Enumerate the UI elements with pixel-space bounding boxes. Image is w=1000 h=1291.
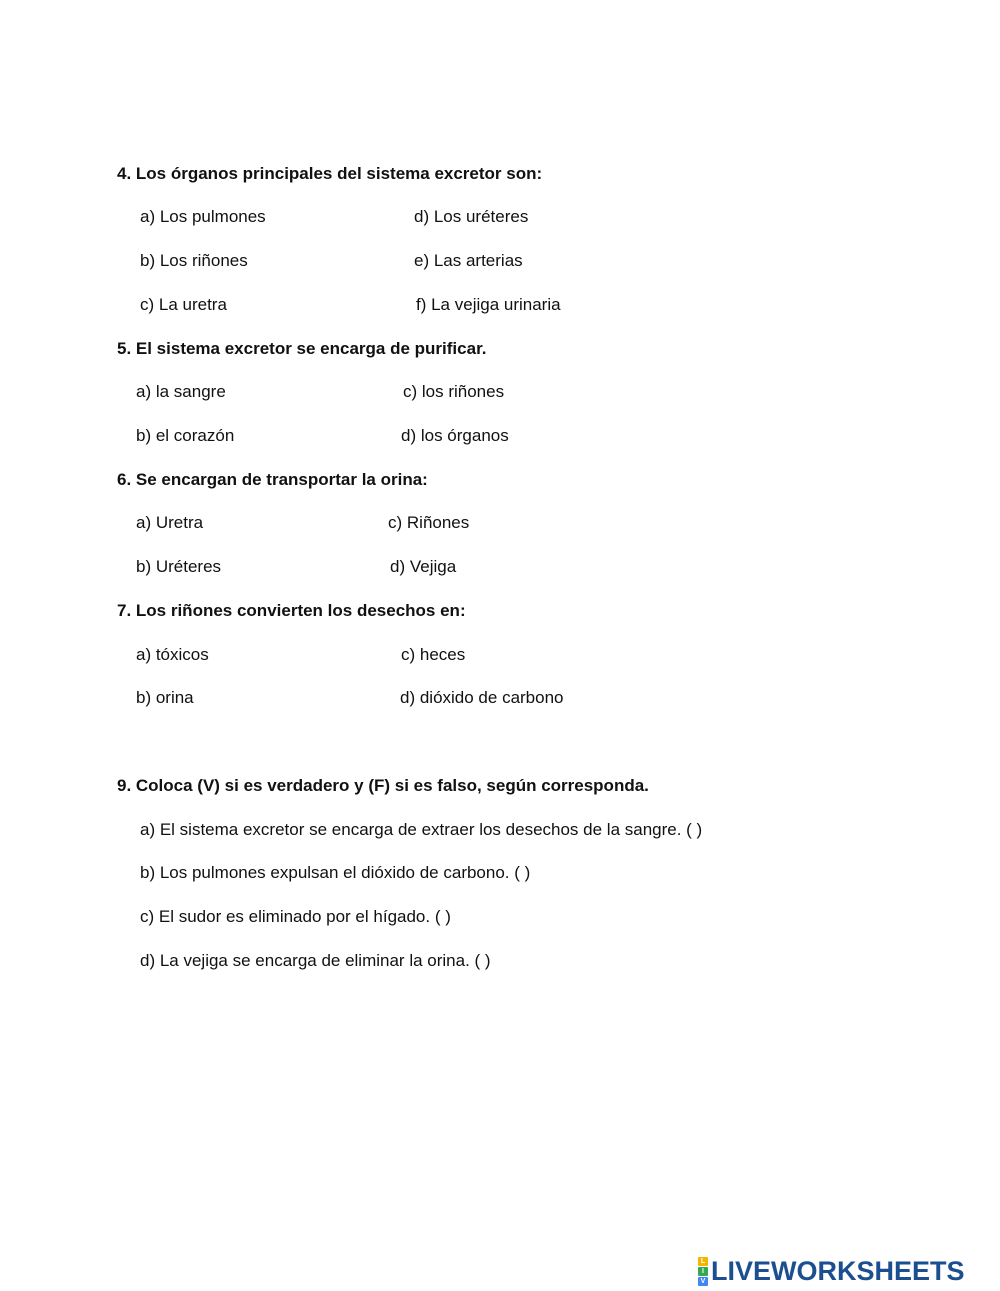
question-9-statement-b: b) Los pulmones expulsan el dióxido de carbono. ( )	[140, 863, 531, 882]
question-6-title: 6. Se encargan de transportar la orina:	[117, 470, 428, 489]
question-4-option-a: a) Los pulmones	[140, 207, 266, 226]
logo-block-green: I	[698, 1267, 708, 1276]
question-4-option-d: d) Los uréteres	[414, 207, 529, 226]
question-5-option-c: c) los riñones	[403, 382, 505, 401]
question-4-option-b: b) Los riñones	[140, 251, 248, 270]
question-5-option-b: b) el corazón	[136, 426, 235, 445]
question-6-option-b: b) Uréteres	[136, 557, 222, 576]
question-9-statement-c: c) El sudor es eliminado por el hígado. ( )	[140, 907, 451, 926]
question-5-option-d: d) los órganos	[401, 426, 509, 445]
question-4-option-e: e) Las arterias	[414, 251, 523, 270]
question-7-title: 7. Los riñones convierten los desechos en:	[117, 601, 466, 620]
question-6-option-d: d) Vejiga	[390, 557, 457, 576]
question-4-title: 4. Los órganos principales del sistema excretor son:	[117, 164, 543, 183]
question-4-option-c: c) La uretra	[140, 295, 227, 314]
question-6-option-a: a) Uretra	[136, 513, 204, 532]
logo-text: LIVEWORKSHEETS	[711, 1256, 965, 1286]
question-7-option-d: d) dióxido de carbono	[400, 688, 564, 707]
logo-block-blue: V	[698, 1277, 708, 1286]
question-9-statement-d: d) La vejiga se encarga de eliminar la orina. ( )	[140, 951, 491, 970]
liveworksheets-logo	[698, 1256, 965, 1286]
question-7-option-c: c) heces	[401, 645, 466, 664]
question-9-statement-a: a) El sistema excretor se encarga de extraer los desechos de la sangre. ( )	[140, 820, 703, 839]
logo-block-yellow: L	[698, 1257, 708, 1266]
logo-blocks-icon	[698, 1257, 708, 1286]
question-5-title: 5. El sistema excretor se encarga de purificar.	[117, 339, 487, 358]
question-4-option-f: f) La vejiga urinaria	[416, 295, 561, 314]
question-5-option-a: a) la sangre	[136, 382, 226, 401]
question-9-title: 9. Coloca (V) si es verdadero y (F) si es falso, según corresponda.	[117, 776, 649, 795]
question-7-option-b: b) orina	[136, 688, 194, 707]
question-6-option-c: c) Riñones	[388, 513, 470, 532]
question-7-option-a: a) tóxicos	[136, 645, 209, 664]
